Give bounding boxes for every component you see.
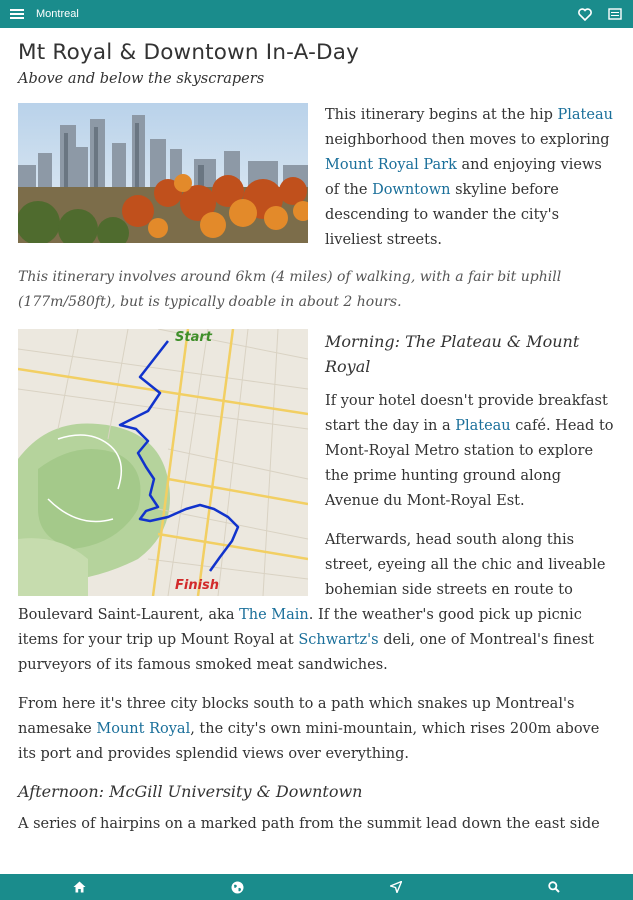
menu-icon[interactable]	[10, 9, 24, 19]
page-subtitle: Above and below the skyscrapers	[18, 71, 265, 87]
search-icon[interactable]	[539, 876, 569, 898]
heart-icon[interactable]	[577, 6, 593, 22]
link-plateau[interactable]: Plateau	[557, 107, 613, 123]
link-mount-royal-park[interactable]: Mount Royal Park	[325, 157, 457, 173]
link-plateau-2[interactable]: Plateau	[455, 418, 511, 434]
page-title: Mt Royal & Downtown In-A-Day	[18, 40, 360, 65]
home-icon[interactable]	[64, 876, 94, 898]
intro-paragraph: This itinerary begins at the hip Plateau neighborhood then moves to exploring Mount Royal Park and enjoying views of the Downtown skyline before descending to wander the city's liveliest streets.	[325, 107, 613, 248]
route-map[interactable]	[18, 329, 308, 596]
top-app-bar	[0, 0, 633, 28]
afternoon-paragraph-1: A series of hairpins on a marked path from the summit lead down the east side	[18, 816, 600, 832]
morning-paragraph-3: From here it's three city blocks south to a path which snakes up Montreal's namesake Mount Royal, the city's own mini-mountain, which rises 200m above its port and provides splendid views over everything.	[18, 696, 600, 762]
skyline-photo[interactable]	[18, 103, 308, 243]
globe-icon[interactable]	[222, 876, 252, 898]
bottom-nav-bar	[0, 874, 633, 900]
link-mount-royal[interactable]: Mount Royal	[96, 721, 191, 737]
morning-heading: Morning: The Plateau & Mount Royal	[325, 332, 580, 376]
map-start-label: Start	[175, 330, 212, 345]
morning-paragraph-1: If your hotel doesn't provide breakfast start the day in a Plateau café. Head to Mont-Royal Metro station to explore the prime hunting ground along Avenue du Mont-Royal Est.	[325, 393, 614, 509]
link-downtown[interactable]: Downtown	[372, 182, 451, 198]
article-content[interactable]	[0, 28, 633, 874]
link-the-main[interactable]: The Main	[239, 607, 309, 623]
link-schwartzs[interactable]: Schwartz's	[298, 632, 379, 648]
itinerary-note: This itinerary involves around 6km (4 miles) of walking, with a fair bit uphill (177m/580ft), but is typically doable in about 2 hours.	[18, 269, 562, 310]
map-finish-label: Finish	[175, 578, 220, 593]
morning-paragraph-2: Afterwards, head south along this street, eyeing all the chic and liveable bohemian side streets en route to Boulevard Saint-Laurent, aka The Main. If the weather's good pick up picnic items for your trip up Mount Royal at Schwartz's deli, one of Montreal's finest purveyors of its famous smoked meat sandwiches.	[18, 532, 606, 673]
list-icon[interactable]	[607, 6, 623, 22]
app-title: Montreal	[36, 8, 79, 20]
navigate-icon[interactable]	[381, 876, 411, 898]
afternoon-heading: Afternoon: McGill University & Downtown	[18, 782, 363, 801]
